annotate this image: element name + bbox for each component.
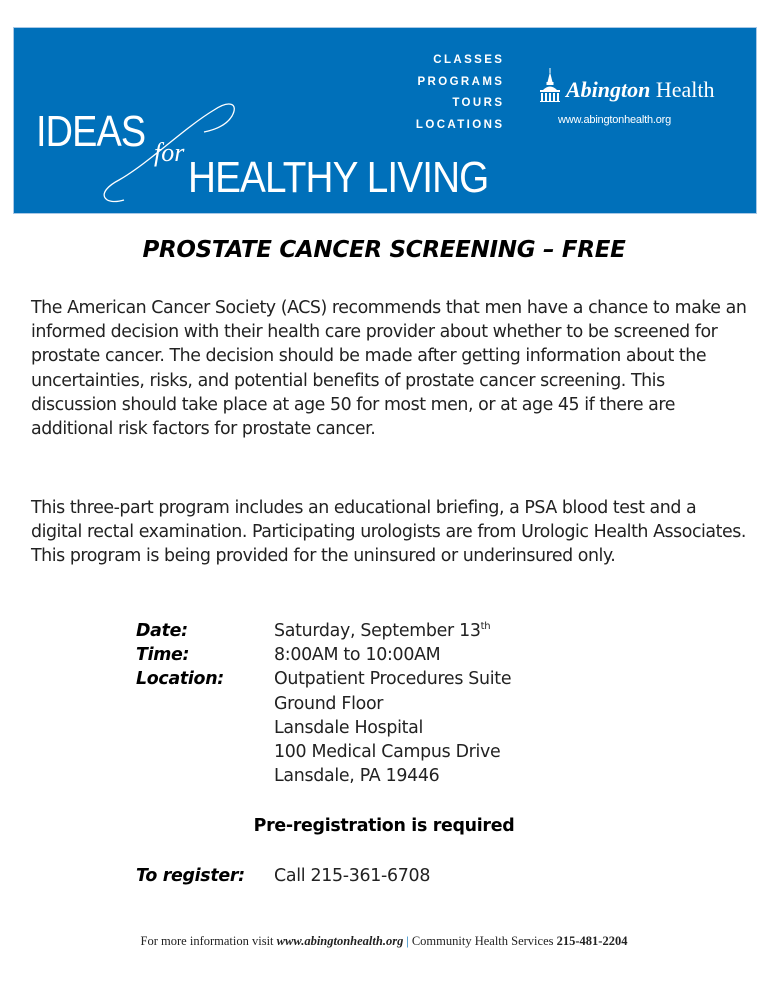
- date-text: Saturday, September 13: [274, 621, 481, 641]
- brand-ideas: IDEAS: [36, 107, 146, 156]
- location-row: [136, 667, 511, 788]
- date-value: [274, 619, 490, 643]
- footer-prefix: For more information visit: [140, 934, 277, 948]
- time-label: Time:: [136, 645, 190, 666]
- footer-separator: |: [406, 934, 409, 948]
- time-value: 8:00AM to 10:00AM: [274, 645, 441, 666]
- intro-paragraph: The American Cancer Society (ACS) recommends that men have a chance to make an informed decision with their health care provider about whether to be screened for prostate cancer. The decision should be made after getting information about the uncertainties, risks, and potential benefits of prostate cancer screening. This discussion should take place at age 50 for most men, or at age 45 if there are additional risk factors for prostate cancer.: [31, 298, 747, 440]
- register-phone: Call 215-361-6708: [274, 866, 431, 886]
- footer-phone: 215-481-2204: [556, 934, 628, 948]
- location-line: 100 Medical Campus Drive: [274, 742, 501, 763]
- menu-item-locations[interactable]: LOCATIONS: [415, 118, 505, 131]
- brand-healthy-living: HEALTHY LIVING: [188, 153, 489, 202]
- time-row: [136, 643, 511, 667]
- register-row: [136, 866, 430, 886]
- banner-menu: [415, 50, 505, 136]
- location-line: Ground Floor: [274, 693, 384, 714]
- header-banner: [14, 28, 756, 213]
- org-name-regular: Health: [655, 77, 715, 102]
- menu-item-tours[interactable]: TOURS: [452, 97, 505, 109]
- abington-logo: [538, 68, 758, 126]
- register-label: To register:: [136, 866, 245, 886]
- preregistration-note: Pre-registration is required: [253, 816, 515, 836]
- org-name: [566, 79, 715, 102]
- brand-for: for: [154, 138, 185, 167]
- date-suffix: th: [480, 621, 491, 632]
- location-value: [274, 667, 511, 788]
- page-title: PROSTATE CANCER SCREENING – FREE: [142, 237, 626, 263]
- location-line: Outpatient Procedures Suite: [274, 669, 512, 690]
- date-label: Date:: [136, 621, 188, 641]
- event-details: [136, 619, 511, 788]
- org-name-italic: Abington: [566, 77, 651, 102]
- program-paragraph: This three-part program includes an educational briefing, a PSA blood test and a digital rectal examination. Participating urologists are from Urologic Health Associates. This program is being provided for the uninsured or underinsured only.: [31, 498, 746, 567]
- location-line: Lansdale, PA 19446: [274, 766, 440, 787]
- menu-item-programs[interactable]: PROGRAMS: [417, 75, 505, 88]
- footer-site-link[interactable]: www.abingtonhealth.org: [276, 934, 404, 948]
- footer-service: Community Health Services: [411, 934, 557, 948]
- location-label: Location:: [136, 669, 224, 690]
- location-line: Lansdale Hospital: [274, 717, 424, 738]
- org-url-link[interactable]: www.abingtonhealth.org: [558, 114, 672, 126]
- building-icon: [538, 68, 562, 102]
- menu-item-classes[interactable]: CLASSES: [433, 54, 505, 66]
- date-row: [136, 619, 511, 643]
- footer: [0, 934, 768, 949]
